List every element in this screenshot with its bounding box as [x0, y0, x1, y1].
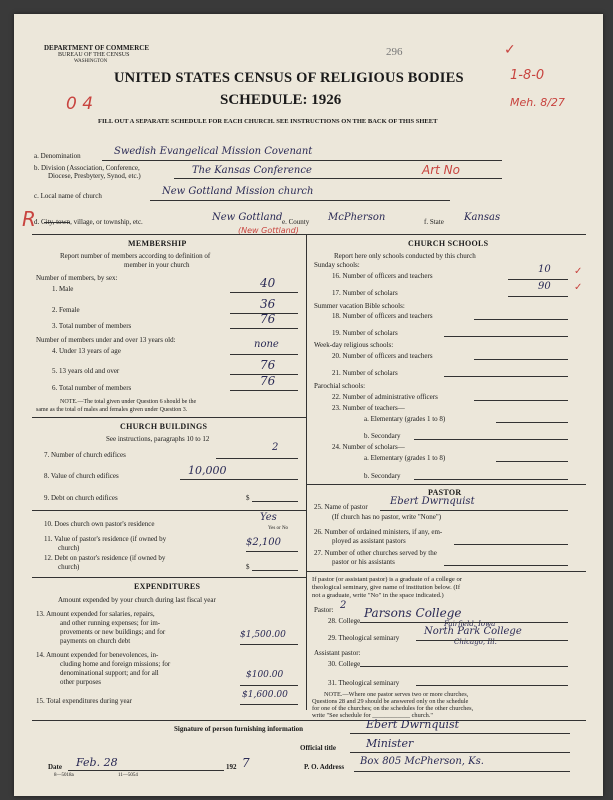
q29-value: North Park College: [424, 626, 522, 637]
q4-label: 4. Under 13 years of age: [52, 347, 121, 355]
pastor-note-1: NOTE.—Where one pastor serves two or more churches,: [324, 691, 469, 698]
q14-line-1: 14. Amount expended for benevolences, in-: [36, 651, 159, 659]
q14-line-2: cluding home and foreign missions; for: [60, 660, 171, 668]
q10-value: Yes: [260, 512, 277, 523]
official-title-value: Minister: [366, 737, 414, 750]
summer-label: Summer vacation Bible schools:: [314, 302, 405, 310]
q22-line: [474, 400, 568, 401]
red-township-note: (New Gottland): [238, 226, 299, 235]
sunday-label: Sunday schools:: [314, 261, 360, 269]
q4-value: none: [254, 339, 279, 350]
signature-value: Ebert Dwrnquist: [366, 718, 460, 731]
q13-value: $1,500.00: [240, 630, 286, 640]
signature-label: Signature of person furnishing information: [174, 725, 303, 733]
q23b-line: [414, 439, 568, 440]
address-line: [354, 771, 570, 772]
membership-intro-1: Report number of members according to definition of: [60, 252, 211, 260]
q7-label: 7. Number of church edifices: [44, 451, 126, 459]
by-sex-label: Number of members, by sex:: [36, 274, 118, 282]
red-code-right: 1-8-0: [510, 68, 545, 83]
pastor-top-rule: [306, 484, 586, 485]
q13-line-4: payments on church debt: [60, 637, 131, 645]
expenditures-top-rule: [32, 577, 306, 578]
city-label: d. City, town, village, or township, etc.: [34, 218, 143, 226]
q29-label: 29. Theological seminary: [328, 634, 400, 642]
graduate-note-2: theological seminary, give name of institution below. (If: [312, 584, 461, 591]
signature-line: [350, 733, 570, 734]
buildings-top-rule: [32, 417, 306, 418]
q17-line: [508, 296, 568, 297]
date-year-digit: 7: [242, 756, 250, 770]
q6-label: 6. Total number of members: [52, 384, 132, 392]
pastor-note-2: Questions 28 and 29 should be answered only on the schedule: [312, 698, 469, 705]
q22-label: 22. Number of administrative officers: [332, 393, 438, 401]
q28-line: [360, 622, 568, 623]
q11-label-1: 11. Value of pastor's residence (if owned by: [44, 535, 167, 543]
q12-label-1: 12. Debt on pastor's residence (if owned by: [44, 554, 166, 562]
form-subtitle: SCHEDULE: 1926: [220, 92, 342, 108]
pastor-heading: PASTOR: [428, 488, 462, 497]
q4-line: [230, 354, 298, 355]
red-check-mark: ✓: [504, 42, 516, 58]
graduate-note-3: not a graduate, write "No" in the space indicated.): [312, 592, 444, 599]
q1-value: 40: [260, 276, 276, 290]
parochial-label: Parochial schools:: [314, 382, 366, 390]
pastor-mid-rule: [306, 571, 586, 572]
q19-label: 19. Number of scholars: [332, 329, 398, 337]
pastor-sub-label: Pastor:: [314, 606, 334, 614]
q24-label: 24. Number of scholars—: [332, 443, 405, 451]
form-number: 8—5018a: [54, 773, 74, 778]
dept-line-3: WASHINGTON: [74, 59, 108, 64]
date-line: [68, 770, 224, 771]
schools-intro: Report here only schools conducted by this church: [334, 252, 476, 260]
q8-value: 10,000: [188, 464, 227, 477]
q6-line: [230, 390, 298, 391]
q13-line-2: and other running expenses; for im-: [60, 619, 161, 627]
division-red-note: Art No: [422, 163, 460, 177]
q11-line: [246, 551, 298, 552]
assistant-label: Assistant pastor:: [314, 649, 361, 657]
graduate-note-1: If pastor (or assistant pastor) is a graduate of a college or: [312, 576, 462, 583]
q12-value: $: [246, 563, 250, 571]
q5-label: 5. 13 years old and over: [52, 367, 120, 375]
q17-red-tick: ✓: [574, 282, 583, 293]
q28-value: Parsons College: [364, 606, 462, 620]
state-value: Kansas: [464, 212, 501, 223]
q13-line-3: provements or new buildings; and for: [60, 628, 166, 636]
q26-line: [454, 544, 568, 545]
q24a-label: a. Elementary (grades 1 to 8): [364, 454, 446, 462]
q16-value: 10: [538, 264, 551, 275]
q9-line: [252, 501, 298, 502]
city-strike: [44, 222, 70, 223]
buildings-mid-rule: [32, 510, 306, 511]
local-name-label: c. Local name of church: [34, 192, 102, 200]
q23b-label: b. Secondary: [364, 432, 401, 440]
buildings-intro: See instructions, paragraphs 10 to 12: [106, 435, 210, 443]
q23-label: 23. Number of teachers—: [332, 404, 405, 412]
q9-label: 9. Debt on church edifices: [44, 494, 118, 502]
q30-label: 30. College: [328, 660, 361, 668]
division-value: The Kansas Conference: [192, 165, 312, 176]
section-bottom-rule: [32, 720, 586, 721]
form-instruction: FILL OUT A SEPARATE SCHEDULE FOR EACH CHURCH. SEE INSTRUCTIONS ON THE BACK OF THIS SHEET: [98, 118, 438, 125]
membership-heading: MEMBERSHIP: [128, 239, 187, 248]
q23a-label: a. Elementary (grades 1 to 8): [364, 415, 446, 423]
weekday-label: Week-day religious schools:: [314, 341, 394, 349]
q7-line: [216, 458, 298, 459]
q1-line: [230, 292, 298, 293]
address-value: Box 805 McPherson, Ks.: [360, 756, 484, 767]
denomination-line: [102, 160, 502, 161]
pastor-sub-mark: 2: [340, 600, 347, 611]
city-value: New Gottland: [212, 212, 283, 223]
expenditures-heading: EXPENDITURES: [134, 582, 201, 591]
q3-value: 76: [260, 312, 276, 326]
q7-value: 2: [272, 442, 279, 453]
form-number-2: 11—5054: [118, 773, 138, 778]
q8-line: [180, 479, 298, 480]
q30-line: [360, 666, 568, 667]
q10-label: 10. Does church own pastor's residence: [44, 520, 155, 528]
q29-sub: Chicago, Ill.: [454, 638, 497, 646]
q16-line: [508, 279, 568, 280]
official-title-label: Official title: [300, 744, 336, 752]
q21-line: [444, 376, 568, 377]
membership-note-2: same as the total of males and females given under Question 3.: [36, 407, 188, 413]
column-divider: [306, 234, 307, 710]
q16-red-tick: ✓: [574, 266, 583, 277]
schools-heading: CHURCH SCHOOLS: [408, 239, 489, 248]
q19-line: [444, 336, 568, 337]
county-value: McPherson: [328, 212, 386, 223]
q13-line-1: 13. Amount expended for salaries, repairs,: [36, 610, 155, 618]
q25-line: [380, 510, 568, 511]
under-over-label: Number of members under and over 13 years old:: [36, 336, 176, 344]
denomination-value: Swedish Evangelical Mission Covenant: [114, 146, 313, 157]
buildings-heading: CHURCH BUILDINGS: [120, 422, 208, 431]
q9-value: $: [246, 494, 250, 502]
q24a-line: [496, 461, 568, 462]
q14-value: $100.00: [246, 670, 284, 680]
q2-label: 2. Female: [52, 306, 80, 314]
local-name-line: [150, 200, 450, 201]
q10-hint: Yes or No: [268, 526, 289, 531]
q25-label: 25. Name of pastor: [314, 503, 368, 511]
q25-value: Ebert Dwrnquist: [390, 496, 475, 507]
q16-label: 16. Number of officers and teachers: [332, 272, 433, 280]
q8-label: 8. Value of church edifices: [44, 472, 119, 480]
q23a-line: [496, 422, 568, 423]
q24b-label: b. Secondary: [364, 472, 401, 480]
q31-line: [416, 685, 568, 686]
pastor-note-3: for one of the churches; on the schedules for the other churches,: [312, 705, 474, 712]
q15-line: [240, 704, 298, 705]
membership-note-1: NOTE.—The total given under Question 6 should be the: [60, 399, 197, 405]
state-label: f. State: [424, 218, 444, 226]
q3-line: [230, 328, 298, 329]
q12-line: [252, 570, 298, 571]
q3-label: 3. Total number of members: [52, 322, 132, 330]
q6-value: 76: [260, 374, 276, 388]
red-code-left: 0 4: [66, 94, 94, 114]
q11-value: $2,100: [246, 537, 281, 548]
q27-line-1: 27. Number of other churches served by the: [314, 549, 437, 557]
q18-label: 18. Number of officers and teachers: [332, 312, 433, 320]
q26-line-2: ployed as assistant pastors: [332, 537, 406, 545]
address-label: P. O. Address: [304, 763, 345, 771]
q20-label: 20. Number of officers and teachers: [332, 352, 433, 360]
q27-line-2: pastor or his assistants: [332, 558, 395, 566]
q11-label-2: church): [58, 544, 80, 552]
division-label-2: Diocese, Presbytery, Synod, etc.): [48, 172, 141, 180]
q2-value: 36: [260, 297, 276, 311]
q1-label: 1. Male: [52, 285, 74, 293]
section-top-rule: [32, 234, 586, 235]
q20-line: [474, 359, 568, 360]
red-margin-mark: R: [22, 207, 36, 231]
q18-line: [474, 319, 568, 320]
q31-label: 31. Theological seminary: [328, 679, 400, 687]
q24b-line: [414, 479, 568, 480]
q17-value: 90: [538, 281, 551, 292]
q14-line-4: other purposes: [60, 678, 102, 686]
county-label: e. County: [282, 218, 310, 226]
official-title-line: [350, 752, 570, 753]
membership-intro-2: member in your church: [124, 261, 190, 269]
expenditures-intro: Amount expended by your church during last fiscal year: [58, 596, 216, 604]
q12-label-2: church): [58, 563, 80, 571]
q13-line: [240, 644, 298, 645]
q26-line-1: 26. Number of ordained ministers, if any, em-: [314, 528, 443, 536]
q14-line-3: denominational support; and for all: [60, 669, 159, 677]
q17-label: 17. Number of scholars: [332, 289, 398, 297]
q25-hint: (If church has no pastor, write "None"): [332, 513, 442, 521]
local-name-value: New Gottland Mission church: [162, 186, 314, 197]
date-year: 192: [226, 763, 237, 771]
q28-sub: Fairfield, Iowa: [444, 620, 496, 628]
form-title: UNITED STATES CENSUS OF RELIGIOUS BODIES: [114, 70, 464, 86]
division-label-1: b. Division (Association, Conference,: [34, 164, 140, 172]
census-schedule-page: [14, 14, 603, 796]
red-date-note: Meh. 8/27: [510, 96, 565, 109]
q29-line: [416, 640, 568, 641]
q15-value: $1,600.00: [242, 690, 288, 700]
dept-line-2: BUREAU OF THE CENSUS: [58, 52, 130, 58]
pastor-note-4: write "See schedule for ____________ church.": [312, 712, 433, 719]
denomination-label: a. Denomination: [34, 152, 81, 160]
date-label: Date: [48, 763, 62, 771]
q15-label: 15. Total expenditures during year: [36, 697, 132, 705]
division-line: [174, 178, 502, 179]
dept-line-1: DEPARTMENT OF COMMERCE: [44, 44, 150, 52]
date-value: Feb. 28: [76, 756, 118, 769]
q5-value: 76: [260, 358, 276, 372]
q28-label: 28. College: [328, 617, 361, 625]
stamp-number: 296: [386, 46, 403, 58]
q27-line: [444, 565, 568, 566]
q21-label: 21. Number of scholars: [332, 369, 398, 377]
q14-line: [240, 685, 298, 686]
